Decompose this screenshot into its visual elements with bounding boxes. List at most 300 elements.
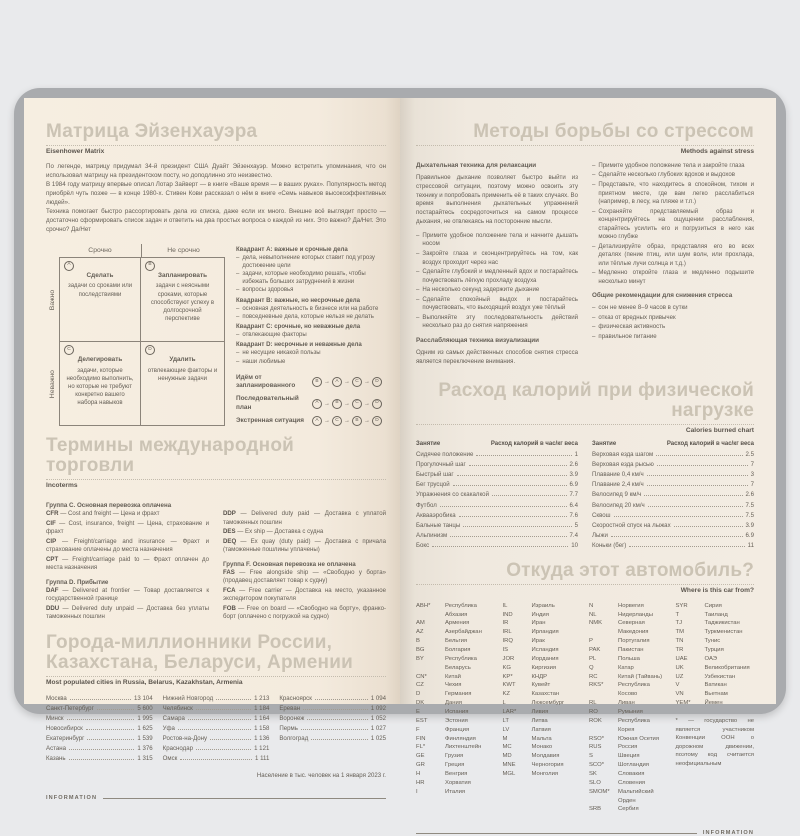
letter-badge: C [352, 377, 362, 387]
visualization-step [592, 181, 754, 207]
calorie-row [592, 531, 754, 541]
bullet-dash: – [416, 231, 420, 239]
car-code-row [416, 681, 495, 690]
quadrant-title: Квадрант C: срочные, но неважные дела [236, 322, 361, 330]
breathing-step-text: Сделайте глубокий и медленный вдох и постарайтесь почувствовать лёгкую прохладу воздуха [422, 268, 578, 284]
calorie-row-name: Скоростной спуск на лыжах [592, 521, 671, 529]
city-row [279, 734, 386, 744]
car-code: GE [416, 753, 425, 760]
stress-column-1 [416, 162, 578, 371]
visualization-step-text: Детализируйте образ, представляя его во всех деталях (пение птиц, или шум волн, или прохлада, или тёплые лучи солнца и т.д.) [598, 242, 754, 267]
car-country: Таиланд [704, 611, 728, 618]
calorie-row-value: 7.4 [569, 531, 578, 539]
calorie-row [592, 501, 754, 511]
car-code: SLO [589, 779, 601, 786]
calorie-row-name: Сидячее положение [416, 451, 474, 459]
car-code-row [416, 673, 495, 682]
stress-title: Методы борьбы со стрессом [473, 121, 754, 142]
strategy-sequence [312, 399, 386, 409]
car-country: Грузия [445, 753, 464, 760]
car-code: IND [502, 611, 513, 618]
dotted-leader [315, 699, 368, 700]
car-country: Республика Косово [618, 682, 650, 698]
car-code: IRQ [502, 638, 513, 645]
eisenhower-subtitle: Eisenhower Matrix [46, 147, 105, 155]
car-country: Франция [445, 726, 470, 733]
car-country: Киргизия [531, 664, 557, 671]
bullet-dash: – [416, 286, 420, 294]
incoterm-entry: DES — Ex ship — Доставка с судна [223, 528, 324, 536]
unofficial-code-footnote: * — государство не является участником Конвенции ООН о дорожном движении, поэтому код считается неофициальным [675, 718, 754, 767]
bullet-dash: – [416, 313, 420, 321]
calorie-row-value: 7.6 [569, 511, 578, 519]
calorie-row [416, 531, 578, 541]
car-code: V [675, 682, 680, 689]
dotted-leader [450, 536, 566, 537]
quadrant-item-text: повседневные дела, которые нельзя не делать [242, 313, 374, 320]
city-row-name: Санкт-Петербург [46, 704, 94, 712]
calorie-row [416, 521, 578, 531]
car-codes-column-4 [676, 602, 755, 815]
dotted-leader [188, 719, 251, 720]
calorie-row [416, 460, 578, 470]
car-country: Израиль [531, 602, 555, 609]
city-row [279, 694, 386, 704]
cities-columns [46, 694, 386, 764]
car-country: Словения [618, 779, 646, 786]
car-code: Q [589, 664, 594, 671]
incoterms-subtitle: Incoterms [46, 482, 78, 490]
car-code: EST [416, 717, 428, 724]
recommendation-item-text: отказ от вредных привычек [598, 313, 676, 321]
car-code: SK [589, 771, 597, 778]
notebook-spread [14, 88, 786, 836]
letter-badge: B [312, 377, 322, 387]
calorie-row [416, 450, 578, 460]
car-country: Румыния [618, 709, 643, 715]
car-country: Узбекистан [704, 673, 736, 680]
car-code-row [503, 628, 582, 637]
city-row-value: 1 052 [370, 714, 387, 722]
recommendation-item [592, 304, 754, 313]
car-code: P [589, 638, 593, 645]
car-code-row [676, 699, 755, 708]
quadrant-item-text: задачи, которые необходимо решать, чтобы избежать больших затруднений в жизни [242, 271, 366, 286]
visualization-step [592, 269, 754, 286]
breathing-step [416, 296, 578, 313]
car-code: LT [502, 717, 509, 724]
dotted-leader [216, 699, 251, 700]
dotted-rule [46, 145, 386, 146]
quadrant-item-text: основная деятельность в бизнесе или на работе [242, 305, 379, 312]
arrow-icon: → [324, 379, 330, 386]
car-country: Великобритания [704, 664, 750, 671]
car-code-row [416, 735, 495, 744]
general-recommendations [592, 304, 754, 341]
incoterms-title: Термины международной торговли [46, 435, 295, 477]
city-row [163, 694, 270, 704]
car-code: RKS* [589, 682, 604, 689]
section-incoterms [46, 436, 386, 623]
right-page-footer [416, 824, 754, 836]
car-code: F [416, 726, 420, 733]
arrow-icon: → [364, 400, 370, 407]
calorie-row-name: Альпинизм [416, 531, 448, 539]
city-row-value: 13 104 [134, 694, 153, 702]
calorie-row-name: Верховая езда шагом [592, 451, 654, 459]
car-code: BG [416, 646, 425, 653]
car-code: NL [589, 611, 597, 618]
dotted-leader [457, 475, 567, 476]
car-country: Монако [531, 744, 553, 751]
car-code-row [589, 655, 668, 664]
car-code-row [416, 717, 495, 726]
car-code-row [416, 752, 495, 761]
incoterm-group-heading: Группа D. Прибытие [46, 578, 109, 586]
population-note: Население в тыс. человек на 1 января 2023 г. [256, 772, 386, 780]
car-code-row [589, 664, 668, 673]
city-row [46, 734, 153, 744]
quadrant-item-text: дела, невыполнение которых ставит под угрозу достижение цели [242, 255, 375, 270]
letter-badge: D [372, 416, 382, 426]
open-pages [24, 98, 776, 836]
dotted-leader [97, 709, 135, 710]
incoterms-columns [46, 496, 386, 623]
city-row [46, 744, 153, 754]
car-code: SMOM* [589, 788, 610, 795]
car-country: Болгария [445, 646, 471, 653]
right-page [400, 98, 776, 836]
bullet-dash: – [236, 305, 240, 312]
car-country: Кувейт [531, 682, 551, 689]
car-code: IS [502, 646, 509, 653]
breathing-steps [416, 232, 578, 331]
dotted-rule [46, 676, 386, 677]
car-code: SYR [675, 602, 688, 609]
car-code-row [589, 619, 668, 637]
car-code-row [503, 602, 582, 611]
dotted-leader [70, 699, 131, 700]
car-code-row [589, 681, 668, 699]
car-code: MD [502, 753, 512, 760]
car-code-row [416, 761, 495, 770]
car-code-row [503, 637, 582, 646]
car-code: KWT [502, 682, 516, 689]
bullet-dash: – [236, 255, 240, 262]
incoterm-entry: DAF — Delivered at frontier — Товар доставляется к государственной границе [46, 586, 209, 603]
car-code-row [589, 779, 668, 788]
calorie-row-value: 7.5 [745, 511, 754, 519]
car-codes-column-2 [503, 602, 582, 815]
cell-text: отвлекающие факторы и ненужные задачи [147, 367, 218, 382]
recommendation-item-text: сон не менее 8–9 часов в сутки [598, 304, 688, 312]
car-country: Ватикан [704, 682, 727, 689]
car-code: PL [589, 655, 597, 662]
matrix-cell-plan [141, 257, 225, 342]
city-row-value: 1 025 [370, 734, 387, 742]
car-code: IL [502, 602, 508, 609]
dotted-leader [301, 729, 368, 730]
incoterm-group-heading: Группа C. Основная перевозка оплачена [46, 502, 172, 510]
section-stress [416, 122, 754, 371]
matrix-corner [46, 244, 59, 257]
dotted-leader [178, 729, 251, 730]
car-code: ROK [589, 717, 602, 724]
car-country: Ирак [531, 638, 545, 645]
quadrant-item [236, 349, 386, 357]
car-code-row [589, 611, 668, 620]
quadrant-item-text: отвлекающие факторы [242, 332, 307, 339]
bullet-dash: – [416, 268, 420, 276]
breathing-step-text: Закройте глаза и сконцентрируйтесь на том, как воздух проходит через нас [422, 249, 578, 266]
dotted-leader [440, 506, 567, 507]
car-country: Германия [445, 691, 472, 698]
bullet-dash: – [236, 313, 240, 320]
strategy-row [236, 374, 386, 391]
quadrant-item [236, 254, 386, 270]
car-code: H [416, 771, 421, 778]
left-page-footer [46, 789, 386, 801]
visualization-heading: Расслабляющая техника визуализации [416, 336, 539, 344]
dotted-rule [46, 479, 386, 480]
car-country: Ливия [531, 709, 549, 715]
letter-badge-d: D [145, 345, 155, 355]
dotted-rule [416, 584, 754, 585]
car-country: Нидерланды [618, 611, 653, 618]
cell-text: задачи, которые необходимо выполнить, но которые не требуют конкретно вашего набора навыков [66, 367, 134, 407]
left-page [24, 98, 400, 802]
city-row-name: Нижний Новгород [162, 694, 214, 702]
calorie-row [592, 460, 754, 470]
car-country: Финляндия [445, 735, 476, 742]
car-code-row [503, 743, 582, 752]
calorie-row-name: Велосипед 20 км/ч [592, 501, 645, 509]
arrow-icon: → [344, 418, 350, 425]
intro-paragraph: В 1984 году матрицу впервые описал Лотар Зайверт — в книге «Ваше время — в ваших руках». Популярность метод приобрёл чуть позже — в конце 1980-х. Стивен Кови рассказал о нём в книге «Семь навыков высокоэффективных людей». [46, 180, 386, 206]
car-country: Лихтенштейн [445, 744, 482, 751]
breathing-step [416, 232, 578, 249]
header-rate: Расход калорий в час/кг веса [490, 441, 578, 448]
car-code-row [416, 637, 495, 646]
car-code: KZ [502, 691, 511, 698]
letter-badge-b: B [145, 261, 155, 271]
car-code-row [589, 770, 668, 779]
car-code: RUS [589, 744, 602, 751]
bullet-dash: – [592, 332, 596, 340]
quadrant-item [236, 331, 386, 339]
car-country: Дания [445, 700, 462, 707]
calorie-row-value: 1 [574, 451, 578, 459]
calorie-row-name: Прогулочный шаг [416, 461, 466, 469]
car-code-row [503, 717, 582, 726]
breathing-step [416, 314, 578, 331]
car-country: Шотландия [618, 762, 649, 769]
city-row-value: 1 136 [254, 734, 270, 742]
calorie-row-value: 10 [571, 541, 578, 549]
calorie-row-value: 7.7 [569, 491, 578, 499]
dotted-leader [647, 485, 748, 486]
dotted-leader [180, 759, 252, 760]
calories-table-header [592, 441, 754, 447]
car-code-row [416, 628, 495, 637]
car-country: Тунис [704, 638, 721, 645]
car-code-row [589, 805, 668, 814]
car-code: TJ [675, 620, 683, 627]
bullet-dash: – [236, 287, 240, 294]
car-country: Исландия [531, 646, 559, 653]
car-country: Россия [618, 744, 638, 751]
car-code: TR [675, 646, 684, 653]
car-code: NMK [589, 620, 603, 627]
calorie-row-name: Упражнения со скакалкой [416, 491, 489, 499]
city-row-value: 1 164 [254, 714, 270, 722]
calorie-row-value: 2.6 [569, 461, 578, 469]
car-code: UZ [675, 673, 684, 680]
bullet-dash: – [592, 181, 596, 188]
city-row-name: Пермь [279, 724, 298, 732]
car-country: Турция [704, 646, 724, 653]
car-country: Иран [531, 620, 546, 627]
car-country: Республика Абхазия [445, 602, 477, 618]
car-code: T [675, 611, 680, 618]
visualization-step-text: Сохраняйте представляемый образ и концентрируйтесь на ощущении расслабления, старайтесь усилить его и погрузиться в него как можно глубже [598, 207, 754, 241]
calorie-row [416, 511, 578, 521]
car-code-row [589, 646, 668, 655]
car-country: Пакистан [618, 646, 644, 653]
letter-badge: C [332, 416, 342, 426]
calorie-row-name: Быстрый шаг [416, 471, 454, 479]
dotted-rule [416, 424, 754, 425]
strategy-row [236, 395, 386, 412]
car-country: Польша [618, 655, 640, 662]
car-code: CN* [416, 673, 427, 680]
car-code-row [589, 788, 668, 806]
dotted-leader [69, 749, 134, 750]
letter-badge: A [312, 416, 322, 426]
car-country: Вьетнам [704, 691, 728, 698]
dotted-leader [459, 516, 567, 517]
calorie-row [592, 521, 754, 531]
breathing-step-text: Выполняйте эту последовательность действий несколько раз до снятия напряжения [422, 313, 578, 330]
calories-table-header [416, 441, 578, 447]
intro-paragraph: По легенде, матрицу придумал 34-й президент США Дуайт Эйзенхауэр. Можно встретить упоминания, что он использовал матрицу на президентском посту, но доподлинно это неизвестно. [46, 162, 386, 179]
car-code: PAK [589, 646, 601, 653]
city-row-name: Самара [162, 714, 185, 722]
car-country: Монголия [531, 771, 559, 778]
city-row [279, 704, 386, 714]
car-code: VN [675, 691, 684, 698]
city-row-name: Омск [162, 755, 178, 763]
recommendation-item [592, 333, 754, 342]
car-code: D [416, 691, 421, 698]
car-code-row [503, 664, 582, 673]
letter-badge-a: A [64, 261, 74, 271]
calories-rows [416, 450, 578, 550]
quadrant-list [236, 246, 386, 366]
calorie-row-name: Бальные танцы [416, 521, 461, 529]
car-code-row [503, 655, 582, 664]
visualization-step [592, 171, 754, 180]
dotted-leader [657, 465, 748, 466]
breathing-intro: Правильное дыхание позволяет быстро выйти из стрессовой ситуации, поэтому можно освоить эту технику и попробовать применить её в таких случаях. Во время выполнения дыхательных упражнений постарайтесь сосредоточиться на самом процессе дыхания, не отвлекаясь на посторонние мысли. [416, 173, 578, 226]
eisenhower-body [46, 244, 386, 426]
dotted-leader [648, 506, 743, 507]
cell-text: задачи с неясными сроками, которые способствуют успеху в долгосрочной перспективе [150, 283, 215, 322]
car-code: UAE [675, 655, 688, 662]
recommendation-item [592, 323, 754, 332]
car-country: Швеция [618, 753, 640, 760]
car-code: I [416, 788, 418, 795]
car-code-row [676, 664, 755, 673]
car-code-row [416, 602, 495, 620]
car-code-row [676, 646, 755, 655]
quadrant-title: Квадрант D: несрочные и неважные дела [236, 341, 362, 349]
city-row-name: Новосибирск [46, 724, 83, 732]
car-code: MNE [502, 762, 516, 769]
letter-badge: B [332, 399, 342, 409]
city-row [279, 724, 386, 734]
matrix-row-header-important: Важно [49, 289, 56, 310]
incoterm-entry: FAS — Free alongside ship — «Свободно у борта» (продавец доставляет товар к судну) [223, 568, 386, 585]
calories-title: Расход калорий при физической нагрузке [438, 380, 754, 422]
footer-label: INFORMATION [702, 830, 754, 836]
matrix-col-header-urgent: Срочно [88, 246, 112, 254]
calorie-row [416, 541, 578, 551]
cities-column-1 [46, 694, 153, 764]
city-row [163, 734, 270, 744]
city-row-name: Екатеринбург [46, 734, 85, 742]
car-country: Южная Осетия [618, 735, 660, 742]
letter-badge: A [332, 377, 342, 387]
car-code: AM [416, 620, 425, 627]
car-country: Китай [445, 673, 461, 680]
car-country: Словакия [618, 771, 645, 778]
car-country: Молдавия [531, 753, 560, 760]
city-row-value: 1 158 [254, 724, 270, 732]
calories-column-1 [416, 441, 578, 550]
car-country: КНДР [531, 673, 548, 680]
car-code: RL [589, 700, 597, 707]
city-row-name: Воронеж [279, 714, 305, 722]
car-code: BY [416, 655, 424, 662]
car-code: DK [416, 700, 425, 707]
city-row-name: Краснодар [162, 745, 194, 753]
city-row [163, 724, 270, 734]
car-country: Норвегия [618, 602, 644, 609]
arrow-icon: → [344, 400, 350, 407]
car-code-row [503, 611, 582, 620]
car-code-row [503, 708, 582, 717]
incoterm-group-heading: Группа F. Основная перевозка не оплачена [223, 560, 356, 568]
breathing-step-text: На несколько секунд задержите дыхание [422, 286, 540, 294]
car-code-row [503, 735, 582, 744]
car-country: Казахстан [531, 691, 560, 698]
matrix-cell-do [59, 257, 141, 342]
car-code: HR [416, 779, 425, 786]
calorie-row [592, 480, 754, 490]
recommendation-item [592, 314, 754, 323]
city-row-value: 1 094 [370, 694, 387, 702]
city-row-value: 5 600 [137, 704, 153, 712]
car-country: Республика Корея [618, 717, 650, 733]
car-code: CZ [416, 682, 424, 689]
bullet-dash: – [592, 207, 596, 215]
car-code: KP* [502, 673, 513, 680]
calorie-row [592, 511, 754, 521]
bullet-dash: – [236, 350, 240, 357]
incoterms-column-1 [46, 496, 209, 623]
city-row [46, 714, 153, 724]
